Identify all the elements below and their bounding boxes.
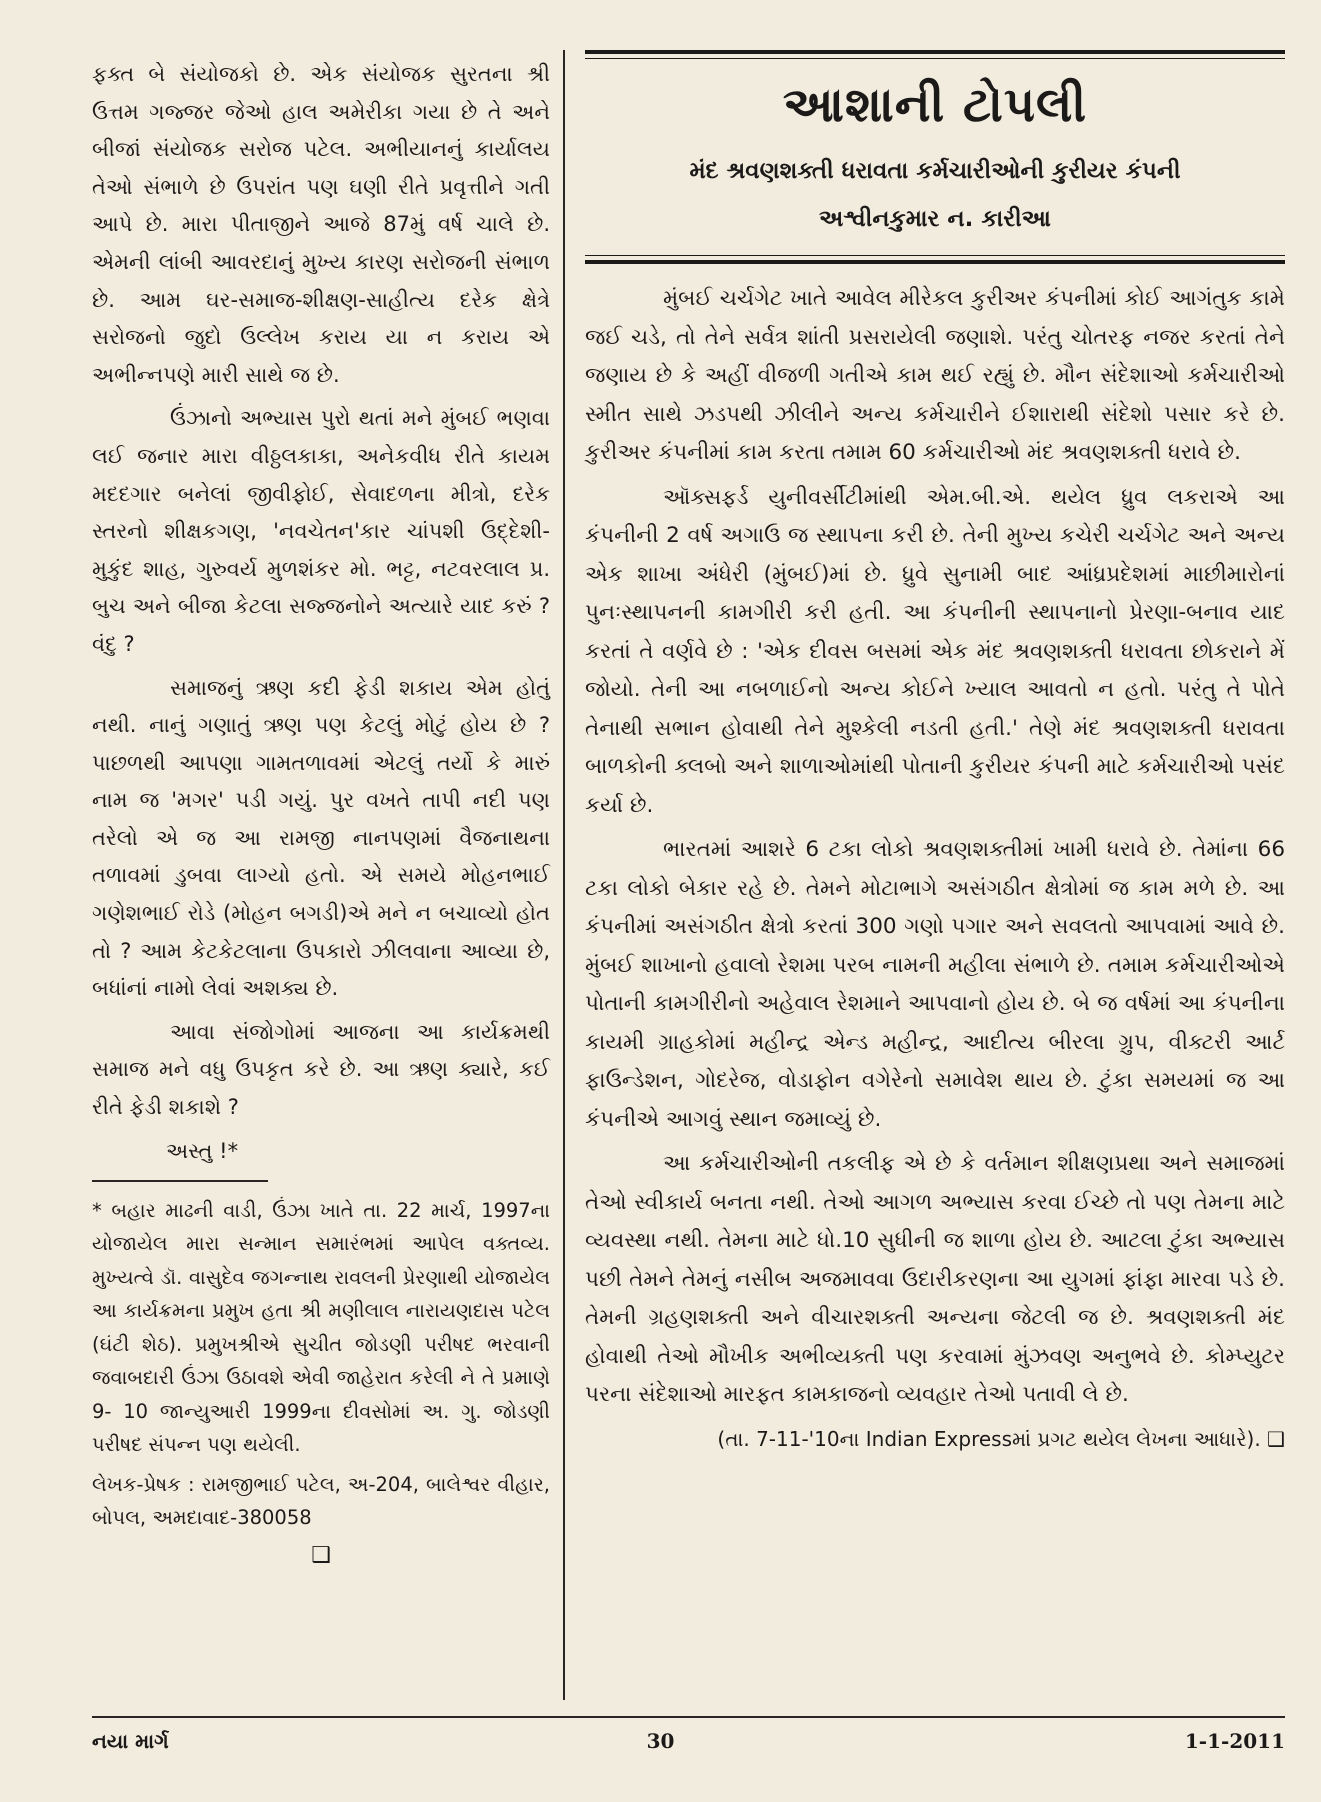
- article-paragraph-2: ઑક્સફર્ડ યુનીવર્સીટીમાંથી એમ.બી.એ. થયેલ ધ્રુવ લકરાએ આ કંપનીની 2 વર્ષ અગાઉ જ સ્થાપના કરી છે. તેની મુખ્ય કચેરી ચર્ચગેટ અને અન્ય એક શાખા અંધેરી (મુંબઈ)માં છે. ધ્રુવે સુનામી બાદ આંધ્રપ્રદેશમાં માછીમારોનાં પુનઃસ્થાપનની કામગીરી કરી હતી. આ કંપનીની સ્થાપનાનો પ્રેરણા-બનાવ યાદ કરતાં તે વર્ણવે છે : 'એક દીવસ બસમાં એક મંદ શ્રવણશક્તી ધરાવતા છોકરાને મેં જોયો. તેની આ નબળાઈનો અન્ય કોઈને ખ્યાલ આવતો ન હતો. પરંતુ તે પોતે તેનાથી સભાન હોવાથી તેને મુશ્કેલી નડતી હતી.' તેણે મંદ શ્રવણશક્તી ધરાવતા બાળકોની ક્લબો અને શાળાઓમાંથી પોતાની કુરીયર કંપની માટે કર્મચારીઓ પસંદ કર્યા છે.: [585, 484, 1285, 818]
- article-paragraph-1: મુંબઈ ચર્ચગેટ ખાતે આવેલ મીરેકલ કુરીઅર કંપનીમાં કોઈ આગંતુક કામે જઈ ચડે, તો તેને સર્વત્ર શાંતી પ્રસરાયેલી જણાશે. પરંતુ ચોતરફ નજર કરતાં તેને જણાય છે કે અહીં વીજળી ગતીએ કામ થઈ રહ્યું છે. મૌન સંદેશાઓ કર્મચારીઓ સ્મીત સાથે ઝડપથી ઝીલીને અન્ય કર્મચારીને ઈશારાથી સંદેશો પસાર કરે છે. કુરીઅર કંપનીમાં કામ કરતા તમામ 60 કર્મચારીઓ મંદ શ્રવણશક્તી ધરાવે છે.: [585, 286, 1285, 465]
- issue-date: 1-1-2011: [1184, 1729, 1285, 1753]
- article-paragraph-4: આ કર્મચારીઓની તકલીફ એ છે કે વર્તમાન શીક્ષણપ્રથા અને સમાજમાં તેઓ સ્વીકાર્ય બનતા નથી. તેઓ આગળ અભ્યાસ કરવા ઈચ્છે તો પણ તેમના માટે વ્યવસ્થા નથી. તેમના માટે ધો.10 સુધીની જ શાળા હોય છે. આટલા ટુંકા અભ્યાસ પછી તેમને તેમનું નસીબ અજમાવવા ઉદારીકરણના આ યુગમાં ફાંફા મારવા પડે છે. તેમની ગ્રહણશક્તી અને વીચારશક્તી અન્યના જેટલી જ છે. શ્રવણશક્તી મંદ હોવાથી તેઓ મૌખીક અભીવ્યક્તી પણ કરવામાં મુંઝવણ અનુભવે છે. કોમ્પ્યુટર પરના સંદેશાઓ મારફત કામકાજનો વ્યવહાર તેઓ પતાવી લે છે.: [585, 1151, 1285, 1407]
- author-address: લેખક-પ્રેષક : રામજીભાઈ પટેલ, અ-204, બાલેશ્વર વીહાર, બોપલ, અમદાવાદ-380058: [92, 1472, 550, 1530]
- article-paragraph-3: ભારતમાં આશરે 6 ટકા લોકો શ્રવણશક્તીમાં ખામી ધરાવે છે. તેમાંના 66 ટકા લોકો બેકાર રહે છે. તેમને મોટાભાગે અસંગઠીત ક્ષેત્રોમાં જ કામ મળે છે. આ કંપનીમાં અસંગઠીત ક્ષેત્રો કરતાં 300 ગણો પગાર અને સવલતો આપવામાં આવે છે. મુંબઈ શાખાનો હવાલો રેશમા પરબ નામની મહીલા સંભાળે છે. તમામ કર્મચારીઓએ પોતાની કામગીરીનો અહેવાલ રેશમાને આપવાનો હોય છે. બે જ વર્ષમાં આ કંપનીના કાયમી ગ્રાહકોમાં મહીન્દ્ર એન્ડ મહીન્દ્ર, આદીત્ય બીરલા ગ્રુપ, વીક્ટરી આર્ટ ફાઉન્ડેશન, ગોદરેજ, વોડાફોન વગેરેનો સમાવેશ થાય છે. ટુંકા સમયમાં જ આ કંપનીએ આગવું સ્થાન જમાવ્યું છે.: [585, 837, 1285, 1132]
- left-paragraph-1: ફક્ત બે સંયોજકો છે. એક સંયોજક સુરતના શ્રી ઉત્તમ ગજ્જર જેઓ હાલ અમેરીકા ગયા છે તે અને બીજાં સંયોજક સરોજ પટેલ. અભીયાનનું કાર્યાલય તેઓ સંભાળે છે ઉપરાંત પણ ઘણી રીતે પ્રવૃત્તીને ગતી આપે છે. મારા પીતાજીને આજે 87મું વર્ષ ચાલે છે. એમની લાંબી આવરદાનું મુખ્ય કારણ સરોજની સંભાળ છે. આમ ઘર-સમાજ-શીક્ષણ-સાહીત્ય દરેક ક્ષેત્રે સરોજનો જુદો ઉલ્લેખ કરાય યા ન કરાય એ અભીન્નપણે મારી સાથે જ છે.: [92, 62, 550, 387]
- title-bottom-rule: [585, 255, 1285, 264]
- article-subtitle: મંદ શ્રવણશક્તી ધરાવતા કર્મચારીઓની કુરીયર કંપની: [689, 158, 1181, 184]
- article-title: આશાની ટોપલી: [782, 77, 1088, 133]
- footnote-divider: [92, 1180, 268, 1182]
- left-paragraph-4: આવા સંજોગોમાં આજના આ કાર્યક્રમથી સમાજ મને વધુ ઉપકૃત કરે છે. આ ઋણ ક્યારે, કઈ રીતે ફેડી શકાશે ?: [92, 1019, 550, 1120]
- page-number: 30: [646, 1729, 675, 1753]
- closing-remark: અસ્તુ !*: [166, 1138, 239, 1163]
- column-divider: [563, 50, 565, 1700]
- title-top-rule: [585, 50, 1285, 59]
- end-mark: ❑: [311, 1542, 331, 1568]
- left-paragraph-2: ઉંઝાનો અભ્યાસ પુરો થતાં મને મુંબઈ ભણવા લઈ જનાર મારા વીઠ્ઠલકાકા, અનેકવીધ રીતે કાયમ મદદગાર બનેલાં જીવીફોઈ, સેવાદળના મીત્રો, દરેક સ્તરનો શીક્ષકગણ, 'નવચેતન'કાર ચાંપશી ઉદ્દેશી-મુકુંદ શાહ, ગુરુવર્ય મુળશંકર મો. ભટ્ટ, નટવરલાલ પ્ર. બુચ અને બીજા કેટલા સજ્જનોને અત્યારે યાદ કરું ? વંદુ ?: [92, 406, 550, 656]
- footnote: [92, 1194, 550, 1535]
- article-author: અશ્વીનકુમાર ન. કારીઆ: [819, 206, 1051, 232]
- left-paragraph-3: સમાજનું ઋણ કદી ફેડી શકાય એમ હોતું નથી. નાનું ગણાતું ઋણ પણ કેટલું મોટું હોય છે ? પાછળથી આપણા ગામતળાવમાં એટલું તર્યો કે મારું નામ જ 'મગર' પડી ગયું. પુર વખતે તાપી નદી પણ તરેલો એ જ આ રામજી નાનપણમાં વૈજનાથના તળાવમાં ડુબવા લાગ્યો હતો. એ સમયે મોહનભાઈ ગણેશભાઈ રોડે (મોહન બગડી)એ મને ન બચાવ્યો હોત તો ? આમ કેટકેટલાના ઉપકારો ઝીલવાના આવ્યા છે, બધાંનાં નામો લેવાં અશક્ય છે.: [92, 675, 550, 1001]
- article-source: (તા. 7-11-'10ના Indian Expressમાં પ્રગટ થયેલ લેખના આધારે). ❑: [717, 1426, 1285, 1451]
- footnote-text: * બહાર માઢની વાડી, ઉંઝા ખાતે તા. 22 માર્ચ, 1997ના યોજાયેલ મારા સન્માન સમારંભમાં આપેલ વક્તવ્ય. મુખ્યત્વે ડૉ. વાસુદેવ જગન્નાથ રાવલની પ્રેરણાથી યોજાયેલ આ કાર્યક્રમના પ્રમુખ હતા શ્રી મણીલાલ નારાયણદાસ પટેલ (ઘંટી શેઠ). પ્રમુખશ્રીએ સુચીત જોડણી પરીષદ ભરવાની જવાબદારી ઉંઝા ઉઠાવશે એવી જાહેરાત કરેલી ને તે પ્રમાણે 9- 10 જાન્યુઆરી 1999ના દીવસોમાં અ. ગુ. જોડણી પરીષદ સંપન્ન પણ થયેલી.: [92, 1198, 550, 1457]
- article-column: [585, 50, 1285, 1457]
- left-column: [92, 56, 550, 1571]
- magazine-name: નયા માર્ગ: [92, 1729, 169, 1753]
- footer-rule: [92, 1716, 1285, 1718]
